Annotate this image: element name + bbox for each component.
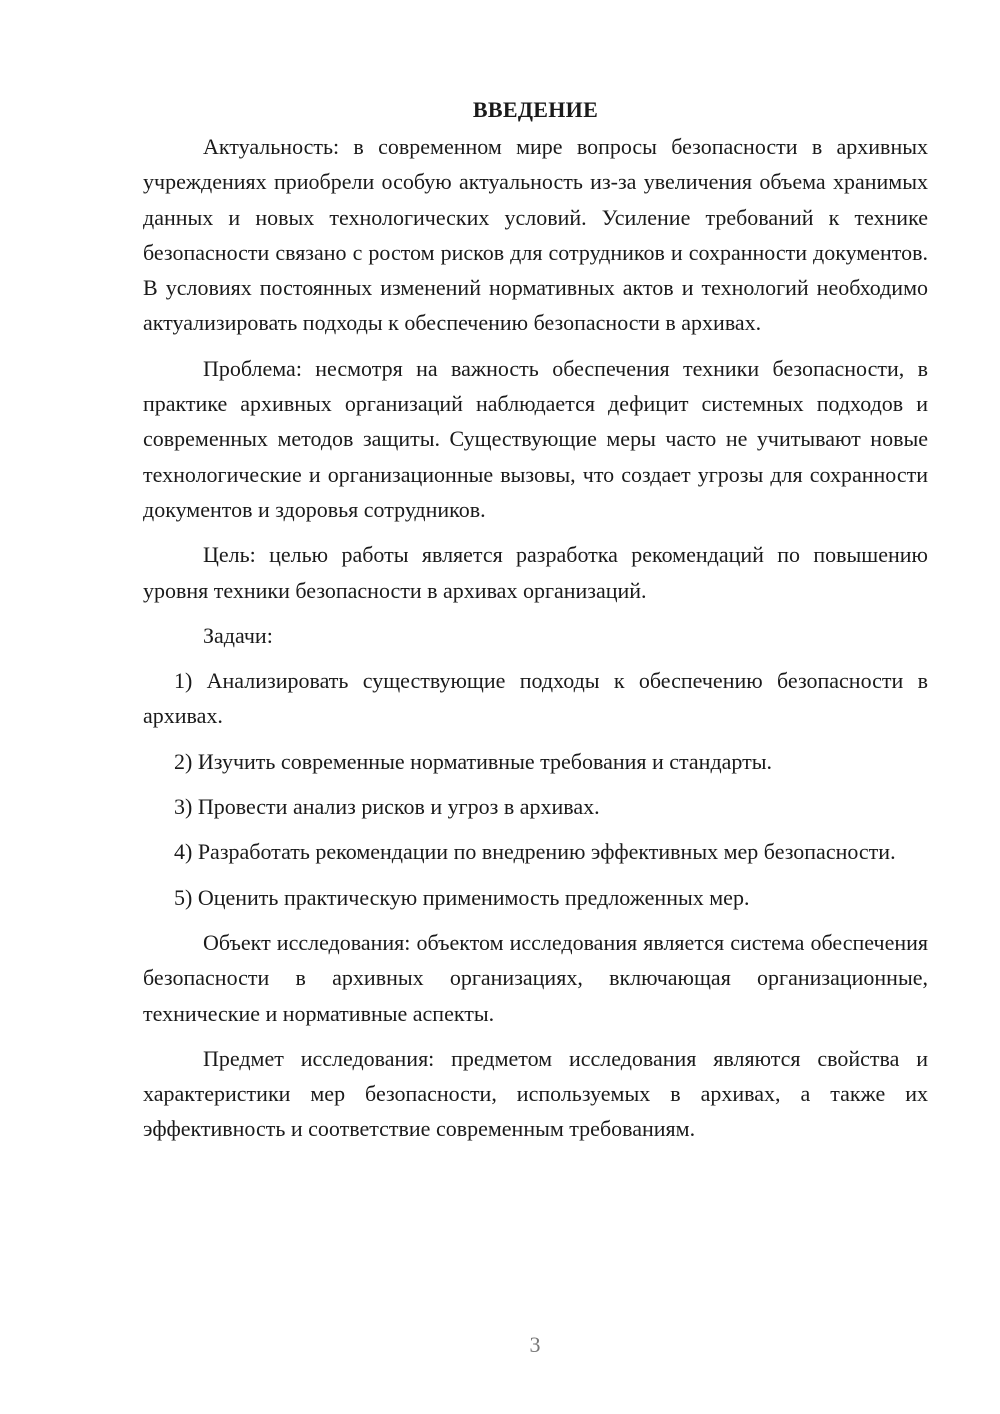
task-item: 1) Анализировать существующие подходы к обеспечению безопасности в архивах.	[143, 668, 928, 729]
problem-paragraph: Проблема: несмотря на важность обеспечения техники безопасности, в практике архивных организаций наблюдается дефицит системных подходов и современных методов защиты. Существующие меры часто не учитывают новые технологические и организационные вызовы, что создает угрозы для сохранности документов и здоровья сотрудников.	[143, 355, 928, 522]
tasks-list	[143, 663, 928, 915]
page-number: 3	[529, 1332, 541, 1357]
task-item: 3) Провести анализ рисков и угроз в архивах.	[174, 794, 600, 820]
task-item: 5) Оценить практическую применимость предложенных мер.	[174, 884, 750, 910]
object-paragraph: Объект исследования: объектом исследования является система обеспечения безопасности в архивных организациях, включающая организационные, технические и нормативные аспекты.	[143, 929, 928, 1026]
tasks-label: Задачи:	[203, 622, 273, 648]
goal-paragraph: Цель: целью работы является разработка рекомендаций по повышению уровня техники безопасности в архивах организаций.	[143, 542, 928, 603]
section-heading: ВВЕДЕНИЕ	[472, 97, 599, 122]
task-item: 4) Разработать рекомендации по внедрению эффективных мер безопасности.	[174, 839, 896, 865]
subject-paragraph: Предмет исследования: предметом исследования являются свойства и характеристики мер безопасности, используемых в архивах, а также их эффективность и соответствие современным требованиям.	[143, 1045, 928, 1142]
document-page	[143, 92, 928, 1157]
task-item: 2) Изучить современные нормативные требования и стандарты.	[174, 748, 773, 774]
relevance-paragraph: Актуальность: в современном мире вопросы безопасности в архивных учреждениях приобрели особую актуальность из-за увеличения объема хранимых данных и новых технологических условий. Усиление требований к технике безопасности связано с ростом рисков для сотрудников и сохранности документов. В условиях постоянных изменений нормативных актов и технологий необходимо актуализировать подходы к обеспечению безопасности в архивах.	[143, 134, 928, 336]
